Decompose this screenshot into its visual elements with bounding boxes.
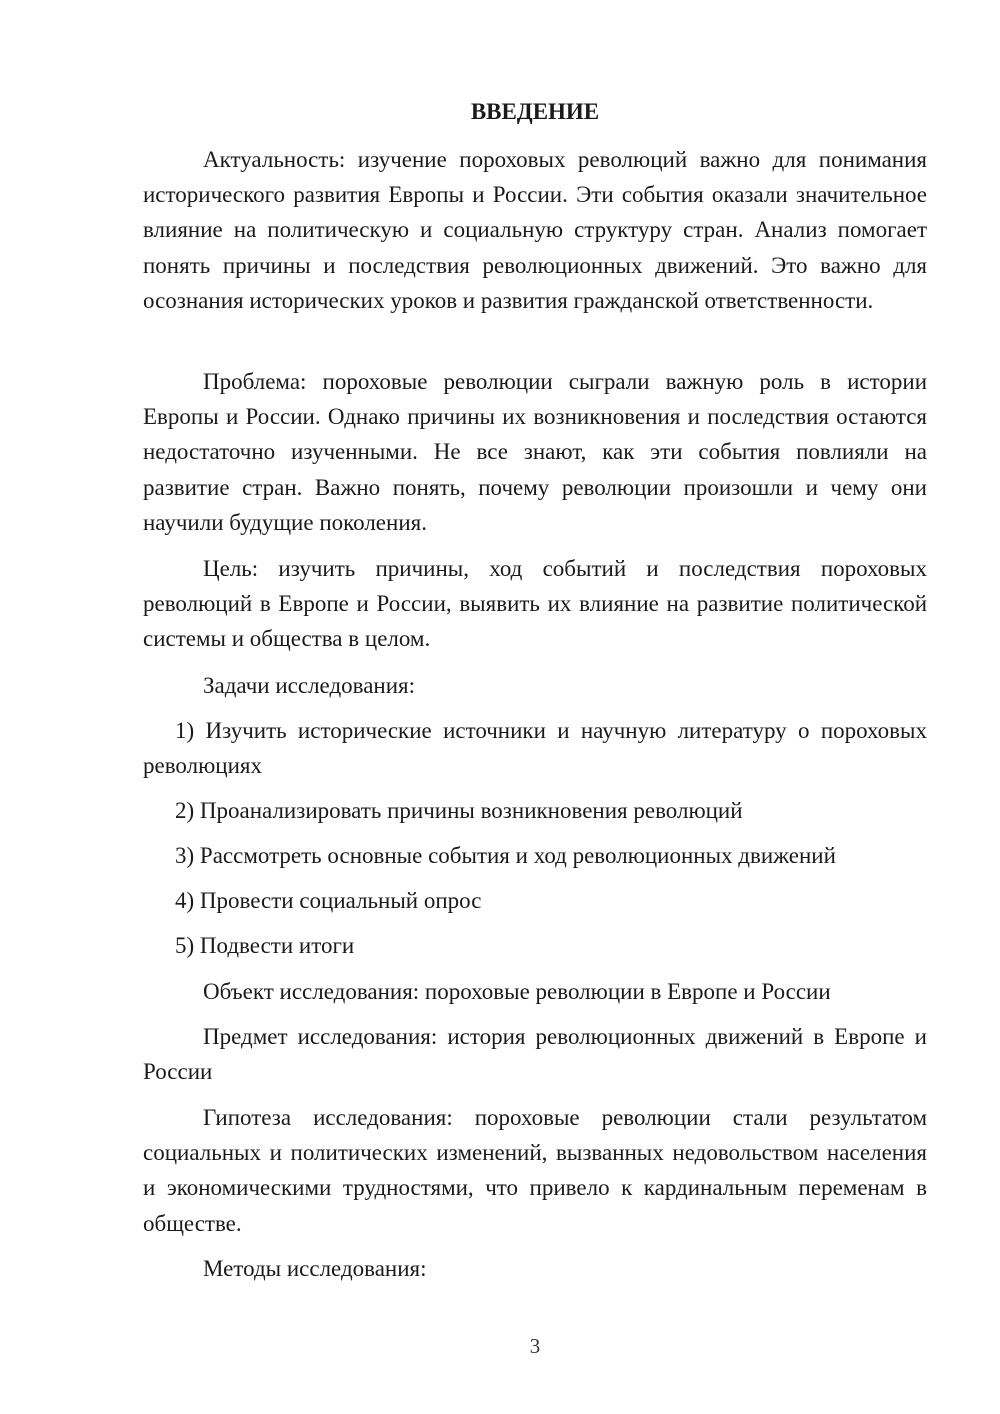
relevance-paragraph: Актуальность: изучение пороховых революций важно для понимания исторического развития Европы и России. Эти события оказали значительное влияние на политическую и социальную структуру стран. Анализ помогает понять причины и последствия революционных движений. Это важно для осознания исторических уроков и развития гражданской ответственности.: [143, 147, 927, 313]
goal-paragraph: Цель: изучить причины, ход событий и последствия пороховых революций в Европе и России, выявить их влияние на развитие политической системы и общества в целом.: [143, 556, 927, 652]
tasks-heading: Задачи исследования:: [203, 673, 416, 698]
problem-paragraph: Проблема: пороховые революции сыграли важную роль в истории Европы и России. Однако причины их возникновения и последствия остаются недостаточно изученными. Не все знают, как эти события повлияли на развитие стран. Важно понять, почему революции произошли и чему они научили будущие поколения.: [143, 369, 927, 535]
task-item-1: 1) Изучить исторические источники и научную литературу о пороховых революциях: [143, 718, 927, 779]
task-item-3: 3) Рассмотреть основные события и ход революционных движений: [175, 843, 836, 868]
task-item-2: 2) Проанализировать причины возникновения революций: [175, 798, 743, 823]
subject-paragraph: Предмет исследования: история революционных движений в Европе и России: [143, 1024, 927, 1085]
object-paragraph: Объект исследования: пороховые революции в Европе и России: [203, 979, 831, 1004]
page-number: 3: [529, 1334, 541, 1358]
hypothesis-paragraph: Гипотеза исследования: пороховые революции стали результатом социальных и политических изменений, вызванных недовольством населения и экономическими трудностями, что привело к кардинальным переменам в обществе.: [143, 1105, 927, 1236]
methods-heading: Методы исследования:: [203, 1256, 427, 1281]
task-item-4: 4) Провести социальный опрос: [175, 888, 482, 913]
task-item-5: 5) Подвести итоги: [175, 933, 355, 958]
page-title: ВВЕДЕНИЕ: [470, 99, 600, 124]
